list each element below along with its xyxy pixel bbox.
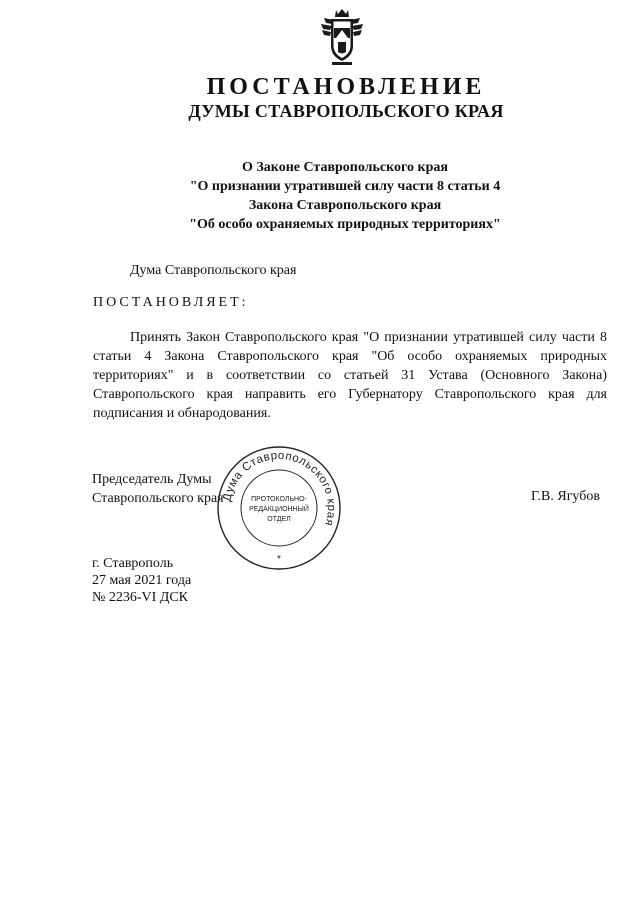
issuer-heading: ДУМЫ СТАВРОПОЛЬСКОГО КРАЯ [188,101,504,121]
subject-line: Закона Ставропольского края [248,198,442,213]
stamp-center-text: РЕДАКЦИОННЫЙ [249,506,309,513]
signatory-title [92,470,224,508]
coat-of-arms-icon [318,8,366,66]
official-stamp [216,445,342,571]
signatory-title-line: Председатель Думы [92,472,212,487]
subject-line: О Законе Ставропольского края [242,160,448,175]
document-subject [150,158,540,234]
document-number: № 2236-VI ДСК [92,590,189,605]
document-type-heading: ПОСТАНОВЛЕНИЕ [206,74,486,100]
place-of-adoption: г. Ставрополь [92,556,174,571]
stamp-center-text: ПРОТОКОЛЬНО- [251,496,307,503]
stamp-star-icon: * [277,554,281,565]
adoption-date: 27 мая 2021 года [92,573,192,588]
signatory-title-line: Ставропольского края [92,491,224,506]
stamp-ring-text: Дума Ставропольского края [221,449,338,528]
resolution-text: Принять Закон Ставропольского края "О признании утратившей силу части 8 статьи 4 Закона Ставропольского края "Об особо охраняемых природных территориях" и в соответствии со статьей 31 Устава (Основного Закона) Ставропольского края направить его Губернатору Ставропольского края для подписания и обнародования. [93,330,607,421]
place-date-block [92,555,191,606]
subject-line: "Об особо охраняемых природных территориях" [189,217,501,232]
resolves-heading: ПОСТАНОВЛЯЕТ: [93,295,249,310]
subject-line: "О признании утратившей силу части 8 статьи 4 [189,179,501,194]
issuing-body-line: Дума Ставропольского края [130,263,297,278]
signatory-name: Г.В. Ягубов [531,489,600,504]
stamp-center-text: ОТДЕЛ [267,516,291,523]
